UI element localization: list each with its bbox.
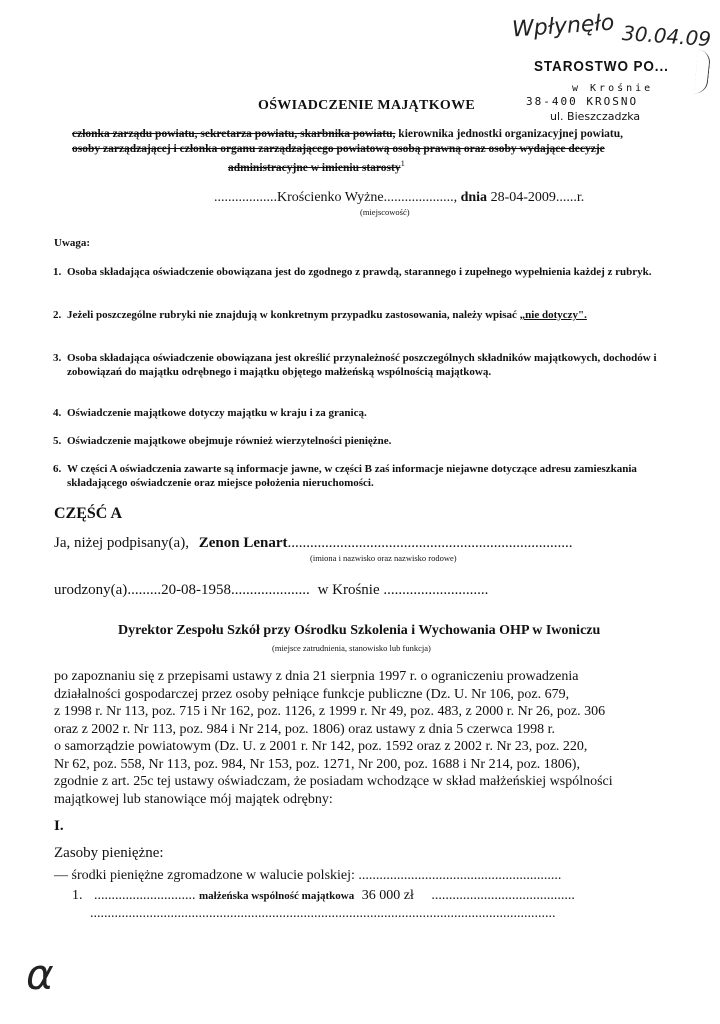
place-date-line (214, 190, 584, 206)
stamp-bracket (694, 49, 712, 94)
date-value: 28-04-2009......r. (490, 190, 585, 205)
funds-amount: 36 000 (361, 888, 401, 903)
handwritten-received: Wpłynęło (511, 10, 616, 43)
stamp-line-1: STAROSTWO PO... (534, 58, 669, 75)
date-label: dnia (460, 190, 488, 205)
item-dots-after: ......................................... (431, 888, 575, 903)
note-item-1: 1. Osoba składająca oświadczenie obowiązana jest do zgodnego z prawdą, starannego i zupełnego wypełnienia każdej z rubryk. (53, 266, 652, 278)
funds-extra-line: ..................................................................................................................................... (90, 906, 556, 921)
item-number: 1. (72, 888, 83, 903)
signer-dots: ............................................................................ (287, 535, 573, 551)
birth-place: w Krośnie (317, 582, 380, 598)
header-struck-text-2: osoby zarządzającej i członka organu zarządzającego powiatową osobą prawną oraz osoby wydające decyzje (72, 143, 605, 155)
funds-currency: zł (403, 888, 414, 903)
header-line-2 (72, 143, 605, 155)
stamp-line-2: w Krośnie (572, 83, 654, 94)
paragraph-line: oraz z 2002 r. Nr 113, poz. 984 i Nr 214, poz. 1806) oraz ustawy z dnia 5 czerwca 1998 r. (54, 721, 555, 737)
paragraph-line: z 1998 r. Nr 113, poz. 715 i Nr 162, poz. 1126, z 1999 r. Nr 49, poz. 483, z 2000 r. Nr 26, poz. 306 (54, 704, 606, 719)
signer-caption: (imiona i nazwisko oraz nazwisko rodowe) (310, 553, 457, 563)
item-dots: ............................. (94, 888, 196, 903)
funds-item-1 (72, 888, 575, 904)
workplace-caption: (miejsce zatrudnienia, stanowisko lub funkcja) (272, 643, 431, 653)
paragraph-line: Nr 62, poz. 558, Nr 113, poz. 984, Nr 153, poz. 1271, Nr 200, poz. 1688 i Nr 214, poz. 1806), (54, 756, 580, 772)
paragraph-line: działalności gospodarczej przez osoby pełniące funkcje publiczne (Dz. U. Nr 106, poz. 679, (54, 686, 570, 702)
note-item-6: 6. W części A oświadczenia zawarte są informacje jawne, w części B zaś informacje niejawne dotyczące adresu zamieszkania składającego oświadczenie oraz miejsce położenia nieruchomości. (53, 463, 637, 489)
note-item-2: 2. Jeżeli poszczególne rubryki nie znajdują w konkretnym przypadku zastosowania, należy wpisać „nie dotyczy". (53, 309, 587, 321)
paragraph-line: o samorządzie powiatowym (Dz. U. z 2001 r. Nr 142, poz. 1592 oraz z 2002 r. Nr 23, poz. 220, (54, 739, 588, 754)
legal-paragraph (54, 668, 674, 808)
signer-label: Ja, niżej podpisany(a), (54, 535, 189, 551)
notes-heading: Uwaga: (54, 237, 91, 249)
workplace: Dyrektor Zespołu Szkół przy Ośrodku Szkolenia i Wychowania OHP w Iwoniczu (118, 623, 601, 638)
stamp-line-4: ul. Bieszczadzka (550, 110, 641, 123)
birth-date: .........20-08-1958..................... (127, 582, 310, 598)
signer-name: Zenon Lenart (198, 535, 288, 551)
note-item-4: 4. Oświadczenie majątkowe dotyczy majątku w kraju i za granicą. (53, 407, 367, 419)
header-text-1: kierownika jednostki organizacyjnej powiatu, (395, 128, 623, 140)
footnote-mark: 1 (400, 158, 405, 168)
header-struck-text-3: administracyjne w imieniu starosty (228, 161, 401, 174)
note-item-3: 3. Osoba składająca oświadczenie obowiązana jest określić przynależność poszczególnych składników majątkowych, dochodów i zobowiązań do majątku odrębnego i majątku objętego małżeńską wspólnością majątkową. (53, 352, 657, 378)
place-value: ..................Krościenko Wyżne...................., (214, 190, 458, 205)
document-title: OŚWIADCZENIE MAJĄTKOWE (258, 98, 476, 113)
pln-funds-line: — środki pieniężne zgromadzone w walucie polskiej: .......................................................... (54, 868, 562, 883)
note-item-5: 5. Oświadczenie majątkowe obejmuje również wierzytelności pieniężne. (53, 435, 392, 447)
stamp-line-3: 38-400 KROSNO (526, 95, 639, 108)
signer-line (54, 535, 572, 552)
handwritten-received-date: 30.04.09 (621, 20, 712, 52)
header-line-1 (72, 128, 623, 140)
handwritten-received-note (511, 10, 615, 42)
place-caption: (miejscowość) (360, 207, 410, 217)
ownership-type: małżeńska wspólność majątkowa (199, 890, 355, 902)
birth-label: urodzony(a) (54, 582, 128, 598)
birth-line (54, 582, 488, 599)
handwritten-initial: α (26, 950, 54, 999)
birth-dots: ............................ (383, 582, 489, 598)
section-1-heading: I. (54, 818, 64, 834)
paragraph-line: majątkowej lub stanowiące mój majątek odrębny: (54, 791, 333, 807)
part-a-heading: CZĘŚĆ A (54, 505, 123, 522)
paragraph-line: po zapoznaniu się z przepisami ustawy z dnia 21 sierpnia 1997 r. o ograniczeniu prowadzenia (54, 669, 579, 684)
paragraph-line: zgodnie z art. 25c tej ustawy oświadczam, że posiadam wchodzące w skład małżeńskiej wspólności (54, 774, 613, 789)
header-line-3 (228, 158, 405, 174)
assets-label: Zasoby pieniężne: (54, 845, 164, 861)
header-struck-text-1: członka zarządu powiatu, sekretarza powiatu, skarbnika powiatu, (72, 128, 396, 140)
